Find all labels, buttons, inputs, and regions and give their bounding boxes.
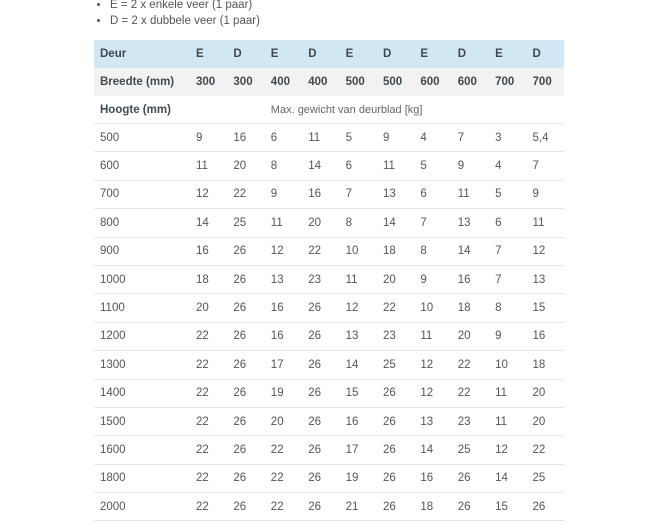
weight-cell: 9 [265,180,302,208]
weight-cell: 26 [227,237,264,265]
weight-cell: 18 [377,237,414,265]
weight-cell: 17 [340,436,377,464]
row-height-label: 1400 [94,379,190,407]
weight-cell: 22 [190,436,227,464]
weight-cell: 20 [265,407,302,435]
weight-cell: 12 [414,379,451,407]
weight-cell: 11 [489,379,526,407]
door-type-cell: E [489,40,526,68]
weight-cell: 26 [302,322,339,350]
table-row [94,407,564,435]
table-row [94,124,564,152]
weight-cell: 15 [527,294,564,322]
weight-cell: 18 [414,493,451,521]
weight-cell: 18 [527,351,564,379]
weight-cell: 14 [340,351,377,379]
door-type-cell: E [340,40,377,68]
weight-cell: 9 [190,124,227,152]
table-row [94,294,564,322]
weight-cell: 26 [377,436,414,464]
weight-cell: 16 [302,180,339,208]
weight-cell: 22 [265,464,302,492]
weight-cell: 12 [340,294,377,322]
weight-cell: 11 [190,152,227,180]
weight-cell: 22 [190,493,227,521]
weight-cell: 4 [489,152,526,180]
weight-cell: 7 [489,237,526,265]
weight-cell: 26 [452,493,489,521]
row-height-label: 900 [94,237,190,265]
weight-cell: 14 [414,436,451,464]
weight-cell: 5 [414,152,451,180]
weight-cell: 25 [377,351,414,379]
width-cell: 600 [452,68,489,96]
width-cell: 500 [377,68,414,96]
weight-cell: 11 [489,407,526,435]
row-height-label: 1200 [94,322,190,350]
weight-cell: 9 [377,124,414,152]
table-row [94,180,564,208]
weight-cell: 5 [489,180,526,208]
weight-cell: 6 [265,124,302,152]
weight-cell: 20 [190,294,227,322]
door-type-row [94,40,564,68]
row-height-label: 1800 [94,464,190,492]
width-cell: 400 [302,68,339,96]
weight-cell: 12 [265,237,302,265]
weight-cell: 14 [302,152,339,180]
width-cell: 700 [527,68,564,96]
row-height-label: 1000 [94,265,190,293]
weight-cell: 6 [340,152,377,180]
weight-cell: 19 [340,464,377,492]
weight-cell: 9 [527,180,564,208]
weight-cell: 22 [190,322,227,350]
door-type-cell: D [227,40,264,68]
weight-cell: 13 [377,180,414,208]
weight-cell: 26 [227,322,264,350]
weight-cell: 22 [265,436,302,464]
weight-caption: Max. gewicht van deurblad [kg] [265,96,564,124]
row-height-label: 1600 [94,436,190,464]
weight-cell: 9 [414,265,451,293]
weight-cell: 22 [190,379,227,407]
table-row [94,209,564,237]
legend-list [96,0,260,29]
weight-cell: 11 [377,152,414,180]
weight-cell: 14 [190,209,227,237]
width-cell: 600 [414,68,451,96]
legend-item-e: • E = 2 x enkele veer (1 paar) [110,0,260,13]
weight-cell: 26 [377,379,414,407]
weight-cell: 12 [527,237,564,265]
weight-cell: 4 [414,124,451,152]
weight-cell: 22 [377,294,414,322]
table-row [94,237,564,265]
weight-cell: 18 [190,265,227,293]
width-cell: 400 [265,68,302,96]
table-row [94,464,564,492]
weight-cell: 26 [227,351,264,379]
weight-cell: 23 [377,322,414,350]
weight-cell: 7 [452,124,489,152]
weight-cell: 8 [340,209,377,237]
weight-cell: 10 [489,351,526,379]
weight-cell: 11 [302,124,339,152]
weight-cell: 22 [302,237,339,265]
weight-cell: 14 [377,209,414,237]
weight-cell: 8 [414,237,451,265]
weight-cell: 20 [227,152,264,180]
weight-cell: 26 [227,379,264,407]
weight-cell: 26 [302,493,339,521]
weight-cell: 11 [265,209,302,237]
weight-cell: 16 [340,407,377,435]
legend-item-d: • D = 2 x dubbele veer (1 paar) [110,13,260,29]
weight-cell: 16 [527,322,564,350]
row-height-label: 1100 [94,294,190,322]
height-label: Hoogte (mm) [94,96,190,124]
weight-cell: 3 [489,124,526,152]
weight-cell: 9 [452,152,489,180]
weight-cell: 26 [302,436,339,464]
weight-cell: 7 [340,180,377,208]
weight-cell: 26 [227,294,264,322]
table-row [94,265,564,293]
weight-cell: 20 [527,379,564,407]
table-row [94,493,564,521]
weight-cell: 22 [452,379,489,407]
weight-cell: 22 [452,351,489,379]
weight-cell: 26 [227,265,264,293]
weight-cell: 16 [452,265,489,293]
row-height-label: 800 [94,209,190,237]
weight-cell: 26 [302,407,339,435]
weight-cell: 13 [452,209,489,237]
weight-cell: 22 [527,436,564,464]
weight-cell: 14 [489,464,526,492]
weight-cell: 14 [452,237,489,265]
weight-cell: 16 [190,237,227,265]
weight-cell: 7 [414,209,451,237]
row-height-label: 1300 [94,351,190,379]
width-label: Breedte (mm) [94,68,190,96]
weight-cell: 26 [452,464,489,492]
weight-cell: 11 [340,265,377,293]
table-row [94,436,564,464]
row-height-label: 1500 [94,407,190,435]
weight-cell: 22 [190,464,227,492]
weight-cell: 26 [302,464,339,492]
door-type-cell: E [265,40,302,68]
spring-weight-table [94,40,564,521]
row-height-label: 2000 [94,493,190,521]
table-row [94,351,564,379]
weight-cell: 18 [452,294,489,322]
weight-cell: 25 [452,436,489,464]
weight-cell: 23 [452,407,489,435]
weight-cell: 10 [340,237,377,265]
weight-cell: 26 [227,407,264,435]
weight-cell: 26 [227,493,264,521]
weight-cell: 5 [340,124,377,152]
weight-cell: 12 [190,180,227,208]
weight-cell: 26 [377,407,414,435]
weight-cell: 9 [489,322,526,350]
row-height-label: 600 [94,152,190,180]
weight-cell: 23 [302,265,339,293]
weight-cell: 16 [265,322,302,350]
weight-cell: 22 [190,407,227,435]
weight-cell: 19 [265,379,302,407]
weight-cell: 6 [414,180,451,208]
weight-cell: 13 [414,407,451,435]
row-height-label: 500 [94,124,190,152]
weight-cell: 8 [489,294,526,322]
weight-cell: 15 [340,379,377,407]
weight-cell: 16 [265,294,302,322]
weight-cell: 20 [377,265,414,293]
weight-cell: 12 [414,351,451,379]
weight-cell: 11 [527,209,564,237]
door-label: Deur [94,40,190,68]
weight-cell: 16 [227,124,264,152]
width-cell: 300 [190,68,227,96]
weight-cell: 11 [414,322,451,350]
weight-cell: 17 [265,351,302,379]
weight-cell: 26 [302,351,339,379]
weight-cell: 26 [527,493,564,521]
weight-cell: 26 [227,464,264,492]
weight-cell: 26 [302,379,339,407]
weight-cell: 22 [190,351,227,379]
door-type-cell: D [302,40,339,68]
weight-cell: 22 [265,493,302,521]
table-row [94,379,564,407]
door-type-cell: D [527,40,564,68]
door-type-cell: D [452,40,489,68]
weight-cell: 16 [414,464,451,492]
weight-cell: 26 [227,436,264,464]
weight-cell: 12 [489,436,526,464]
door-type-cell: D [377,40,414,68]
weight-cell: 22 [227,180,264,208]
width-cell: 300 [227,68,264,96]
weight-cell: 13 [527,265,564,293]
weight-cell: 20 [527,407,564,435]
weight-cell: 26 [377,464,414,492]
weight-cell: 8 [265,152,302,180]
row-height-label: 700 [94,180,190,208]
table-row [94,152,564,180]
weight-cell: 20 [452,322,489,350]
height-header-row [94,96,564,124]
weight-cell: 26 [377,493,414,521]
width-cell: 500 [340,68,377,96]
door-type-cell: E [190,40,227,68]
weight-cell: 25 [227,209,264,237]
weight-cell: 11 [452,180,489,208]
width-row [94,68,564,96]
weight-cell: 15 [489,493,526,521]
weight-cell: 7 [527,152,564,180]
door-type-cell: E [414,40,451,68]
weight-cell: 25 [527,464,564,492]
weight-cell: 20 [302,209,339,237]
weight-cell: 5,4 [527,124,564,152]
weight-cell: 21 [340,493,377,521]
weight-cell: 10 [414,294,451,322]
weight-cell: 7 [489,265,526,293]
weight-cell: 13 [340,322,377,350]
weight-cell: 13 [265,265,302,293]
table-row [94,322,564,350]
weight-cell: 6 [489,209,526,237]
width-cell: 700 [489,68,526,96]
weight-cell: 26 [302,294,339,322]
